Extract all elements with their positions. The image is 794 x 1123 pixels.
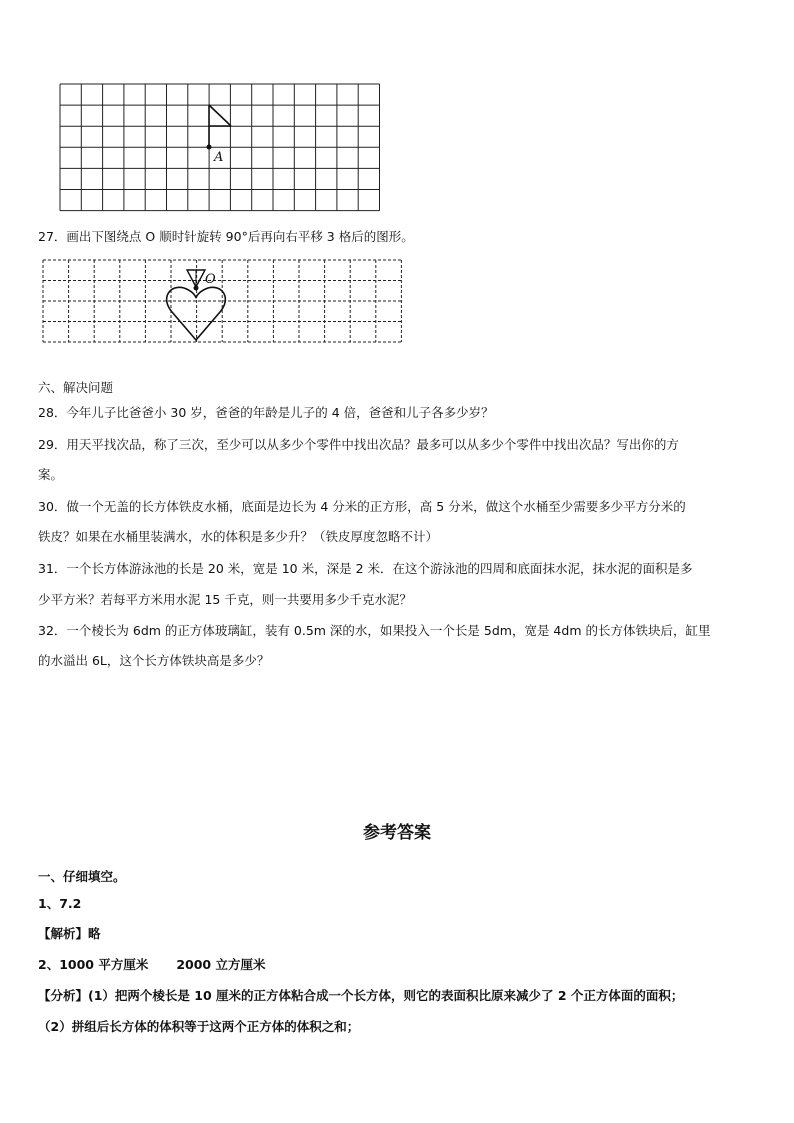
question-29-line1: 29．用天平找次品，称了三次，至少可以从多少个零件中找出次品？最多可以从多少个零件中找出次品？写出你的方 <box>38 437 679 452</box>
answer-2-analysis-2: （2）拼组后长方体的体积等于这两个正方体的体积之和； <box>38 1019 360 1034</box>
point-o-label: O <box>205 272 216 287</box>
question-32-line1: 32．一个棱长为 6dm 的正方体玻璃缸，装有 0.5m 深的水，如果投入一个长是 5dm，宽是 4dm 的长方体铁块后，缸里 <box>38 623 711 638</box>
answer-1-analysis: 【解析】略 <box>38 926 101 941</box>
point-o <box>194 286 199 291</box>
question-31-line1: 31．一个长方体游泳池的长是 20 米，宽是 10 米，深是 2 米．在这个游泳池的四周和底面抹水泥，抹水泥的面积是多 <box>38 561 693 576</box>
question-28: 28．今年儿子比爸爸小 30 岁，爸爸的年龄是儿子的 4 倍，爸爸和儿子各多少岁？ <box>38 405 494 420</box>
question-30-line1: 30．做一个无盖的长方体铁皮水桶，底面是边长为 4 分米的正方形，高 5 分米，做这个水桶至少需要多少平方分米的 <box>38 499 686 514</box>
question-27: 27．画出下图绕点 O 顺时针旋转 90°后再向右平移 3 格后的图形。 <box>38 229 414 244</box>
answer-2-part2: 2000 立方厘米 <box>176 957 266 972</box>
question-31-line2: 少平方米？若每平方米用水泥 15 千克，则一共要用多少千克水泥？ <box>38 592 412 607</box>
section-6-heading: 六、解决问题 <box>38 380 114 395</box>
question-29-line2: 案。 <box>38 467 64 482</box>
answer-2-analysis-1: 【分析】(1）把两个棱长是 10 厘米的正方体粘合成一个长方体，则它的表面积比原来减少了 2 个正方体面的面积； <box>38 988 684 1003</box>
answers-title: 参考答案 <box>363 823 431 843</box>
answer-1: 1、7.2 <box>38 896 82 911</box>
answer-2 <box>38 956 266 974</box>
question-30-line2: 铁皮？如果在水桶里装满水，水的体积是多少升？（铁皮厚度忽略不计） <box>38 529 439 544</box>
question-32-line2: 的水溢出 6L，这个长方体铁块高是多少？ <box>38 653 270 668</box>
answer-2-part1: 2、1000 平方厘米 <box>38 957 149 972</box>
grid-dashed <box>0 0 794 380</box>
point-a-label: A <box>214 150 224 165</box>
answers-section-1: 一、仔细填空。 <box>38 869 126 884</box>
